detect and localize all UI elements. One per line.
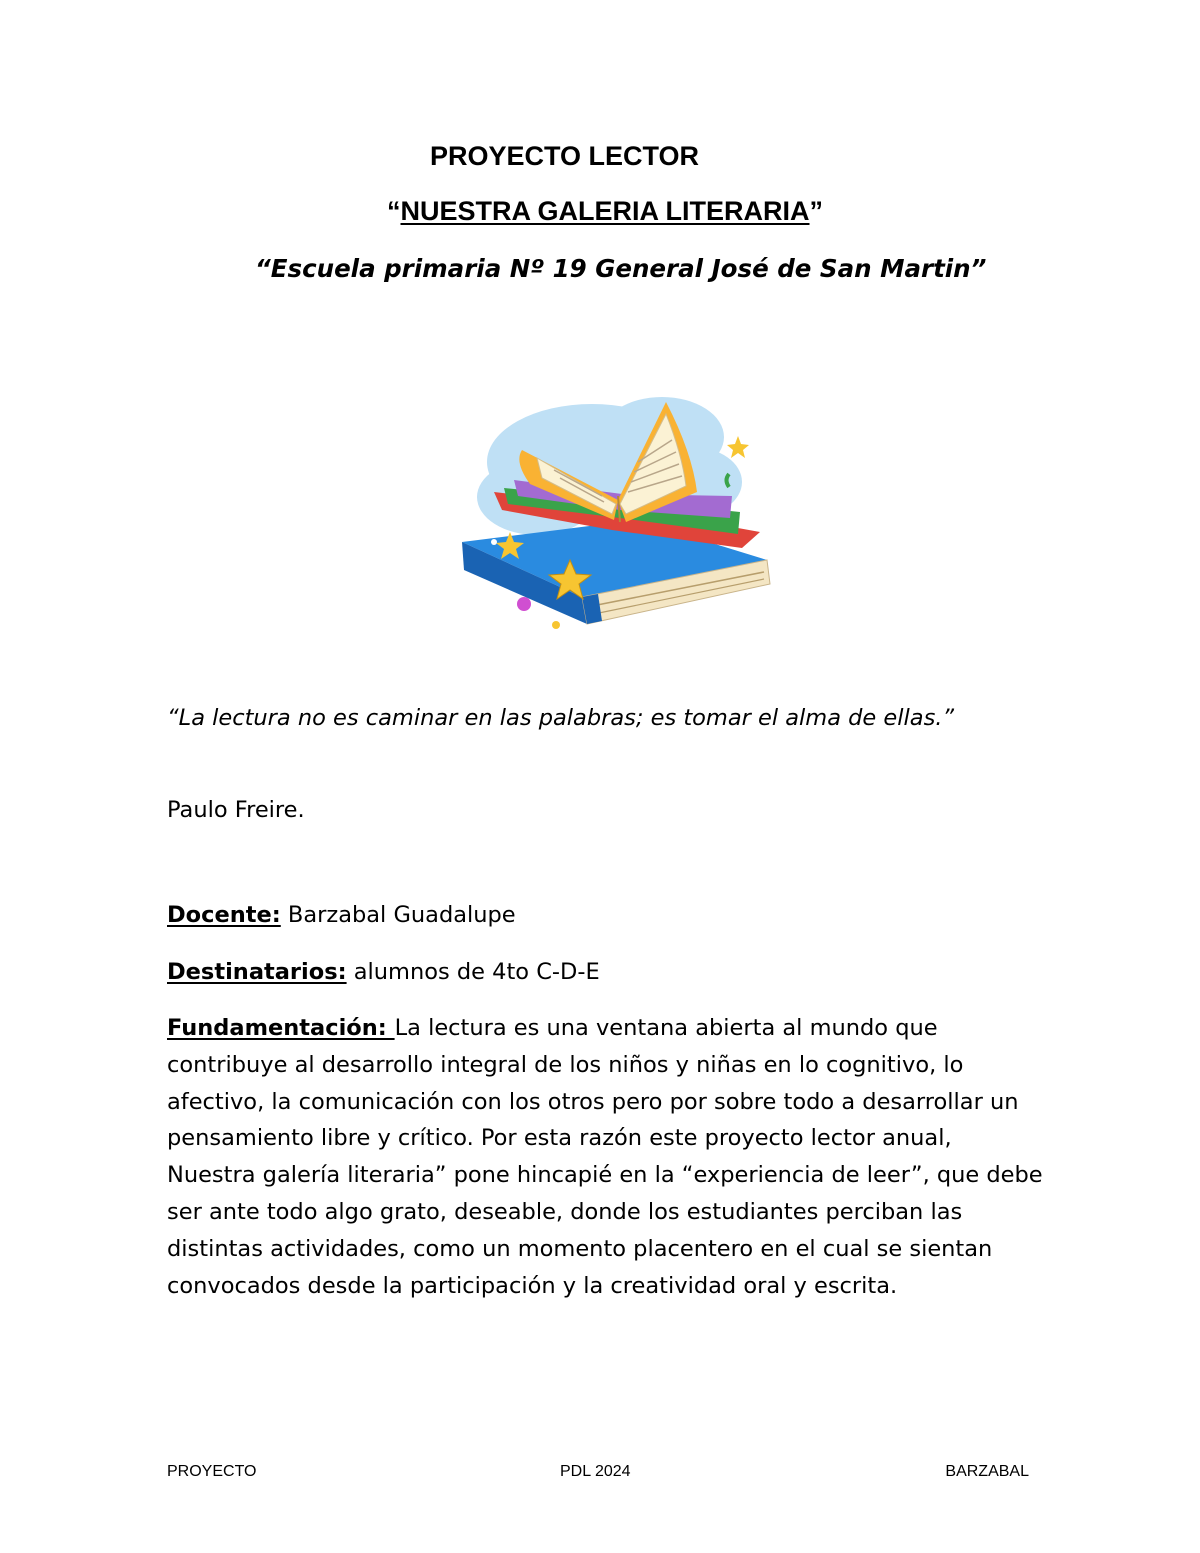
- document-title: PROYECTO LECTOR: [430, 141, 700, 171]
- subtitle-open-quote: “: [387, 196, 401, 226]
- document-subtitle: [387, 194, 823, 228]
- subtitle-text: NUESTRA GALERIA LITERARIA: [400, 196, 810, 226]
- destinatarios-field: [167, 955, 600, 989]
- quote-author: Paulo Freire.: [167, 797, 305, 823]
- open-book-stack-illustration: [442, 392, 782, 642]
- docente-label: Docente:: [167, 902, 281, 928]
- footer-left: PROYECTO: [167, 1463, 257, 1480]
- school-name: “Escuela primaria Nº 19 General José de San Martin”: [255, 254, 987, 283]
- footer-right: BARZABAL: [945, 1463, 1029, 1480]
- fundamentacion-label: Fundamentación:: [167, 1015, 395, 1041]
- footer-center: PDL 2024: [560, 1463, 631, 1480]
- fundamentacion-text: La lectura es una ventana abierta al mundo que contribuye al desarrollo integral de los niños y niñas en lo cognitivo, lo afectivo, la comunicación con los otros pero por sobre todo a desarrollar un pensamiento libre y crítico. Por esta razón este proyecto lector anual, Nuestra galería literaria” pone hincapié en la “experiencia de leer”, que debe ser ante todo algo grato, deseable, donde los estudiantes perciban las distintas actividades, como un momento placentero en el cual se sientan convocados desde la participación y la creatividad oral y escrita.: [167, 1015, 1043, 1299]
- docente-field: [167, 898, 516, 932]
- docente-value: Barzabal Guadalupe: [280, 902, 516, 928]
- subtitle-close-quote: ”: [809, 196, 823, 226]
- destinatarios-value: alumnos de 4to C-D-E: [346, 959, 600, 985]
- destinatarios-label: Destinatarios:: [167, 959, 347, 985]
- quote-text: “La lectura no es caminar en las palabras; es tomar el alma de ellas.”: [167, 705, 955, 731]
- fundamentacion-paragraph: [167, 1010, 1047, 1304]
